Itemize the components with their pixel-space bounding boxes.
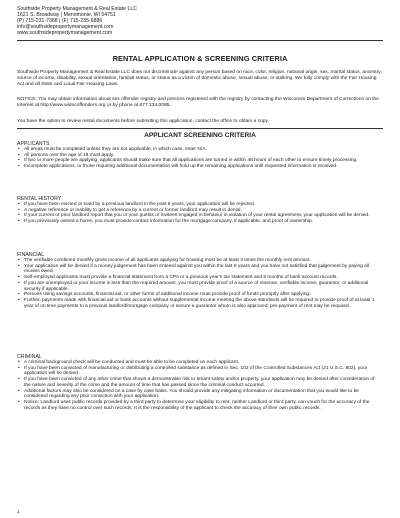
list-item: • All persons over the age of 18 must apply. <box>17 153 379 159</box>
review-option-note: You have the option to review rental documents before submitting this application, contact the office to obtain a copy. <box>17 119 269 124</box>
rental-history-list <box>17 202 379 225</box>
company-website: www.southsidepropertymanagement.com <box>17 30 113 37</box>
financial-heading: FINANCIAL <box>17 252 45 258</box>
list-item: • Persons using savings accounts, financial aid, or other forms of additional income must provide proof of funds promptly after applying. <box>17 292 379 298</box>
list-item: • If you have been evicted or sued by a previous landlord in the past 6 years, your application will be rejected. <box>17 202 379 208</box>
criminal-heading: CRIMINAL <box>17 354 42 360</box>
company-name: Southside Property Management & Real Estate LLC <box>17 6 137 12</box>
list-item: • Notice: Landlord uses public records provided by a third party to determine your eligibility to rent, neither Landlord or third party, can vouch for the accuracy of the records as they have no control over such records. It is the responsibility of the applicant to check the accuracy of their own public records. <box>17 400 379 411</box>
list-item: • Further, payments made with financial aid or bank accounts without supplemental income meeting the above standards will be required to provide proof of at least 1 year of on time payments to a previous landlord/mortgage company or secure a guarantor whom is also approved; pre-payment of rent may be required. <box>17 298 379 309</box>
rental-history-heading: RENTAL HISTORY <box>17 196 62 202</box>
list-item: • If you have been convicted of manufacturing or distributing a controlled substance as defined in Sec. 102 of the Controlled Substances Act (21 U.S.C. 802), your application will be denied. <box>17 366 379 377</box>
list-item: • If you have been convicted of any other crime that shows a demonstrable risk to tenant safety and/or property, your application may be denied after consideration of the nature and severity of the crime and the amount of time that has passed since the criminal conduct occurred. <box>17 377 379 388</box>
applicants-list <box>17 147 379 170</box>
company-address: 1621 S. Broadway | Menomonie, WI 54751 <box>17 12 116 19</box>
list-item: • Your application will be denied if a money judgement has been entered against you within the last 6 years and you have not satisfied that judgement by paying all monies owed. <box>17 264 379 275</box>
list-item: • A criminal background check will be conducted and must be able to be completed on each applicant. <box>17 360 379 366</box>
criminal-list <box>17 360 379 411</box>
list-item: • If your current or prior landlord report that you or your guests or invitees engaged in behavior in violation of your rental agreement, your application will be denied. <box>17 213 379 219</box>
company-email: info@southsidepropertymanagement.com <box>17 24 114 31</box>
list-item: • All areas must be completed unless they are not applicable, in which case, enter N/A. <box>17 147 379 153</box>
list-item: • If two or more people are applying, applicants should make sure that all applications are turned in within 48 hours of each other to ensure timely processing. <box>17 158 379 164</box>
list-item: • The verifiable combined monthly gross income of all applicants applying for housing must be at least 3 times the monthly rent amount. <box>17 258 379 264</box>
financial-list <box>17 258 379 309</box>
list-item: • Additional factors may also be considered on a case by case basis. You should provide any mitigating information or documentation that you would like to be considered regarding any prior conviction with your application. <box>17 389 379 400</box>
list-item: • If you are unemployed or your income is less than the required amount, you must provide proof of a source of revenue, verifiable income, guarantor, or additional security if applicable. <box>17 281 379 292</box>
section-divider <box>17 128 383 129</box>
criteria-title: APPLICANT SCREENING CRITERIA <box>144 132 256 139</box>
page-number: 1 <box>17 509 20 514</box>
sex-offender-notice: NOTICE: You may obtain information about sex offender registry and persons registered with the registry by contacting the Wisconsin Department of Corrections on the Internet at http://www.widocoffenders.org or by phone at 877.234.0085. <box>17 97 379 108</box>
header-divider <box>17 40 383 41</box>
applicants-heading: APPLICANTS <box>17 141 50 147</box>
list-item: • A negative reference or inability to get a reference by a current or former landlord may result in denial. <box>17 208 379 214</box>
company-phone-fax: (P) 715-231-7368 | (F) 715-235-6886 <box>17 18 103 25</box>
document-title: RENTAL APPLICATION & SCREENING CRITERIA <box>112 54 288 63</box>
company-header <box>17 6 137 36</box>
list-item: • Incomplete applications, or those requiring additional documentation will hold up the remaining applications until requested information is received. <box>17 164 379 170</box>
list-item: • If you previously owned a home, you must provide contact information for the mortgage company, if applicable, and proof of ownership. <box>17 219 379 225</box>
list-item: • Self-employed applicants must provide a financial statement from a CPA or a previous year's tax statement and 6 months of bank account records. <box>17 275 379 281</box>
nondiscrimination-statement: Southside Property Management & Real Estate LLC does not discriminate against any person based on race, color, religion, national origin, sex, marital status, ancestry, source of income, disability, sexual orientation, familial status, or status as a victim of domestic abuse, sexual abuse, or stalking. We fully comply with the Fair Housing Act and all State and Local Fair Housing Laws. <box>17 70 382 87</box>
